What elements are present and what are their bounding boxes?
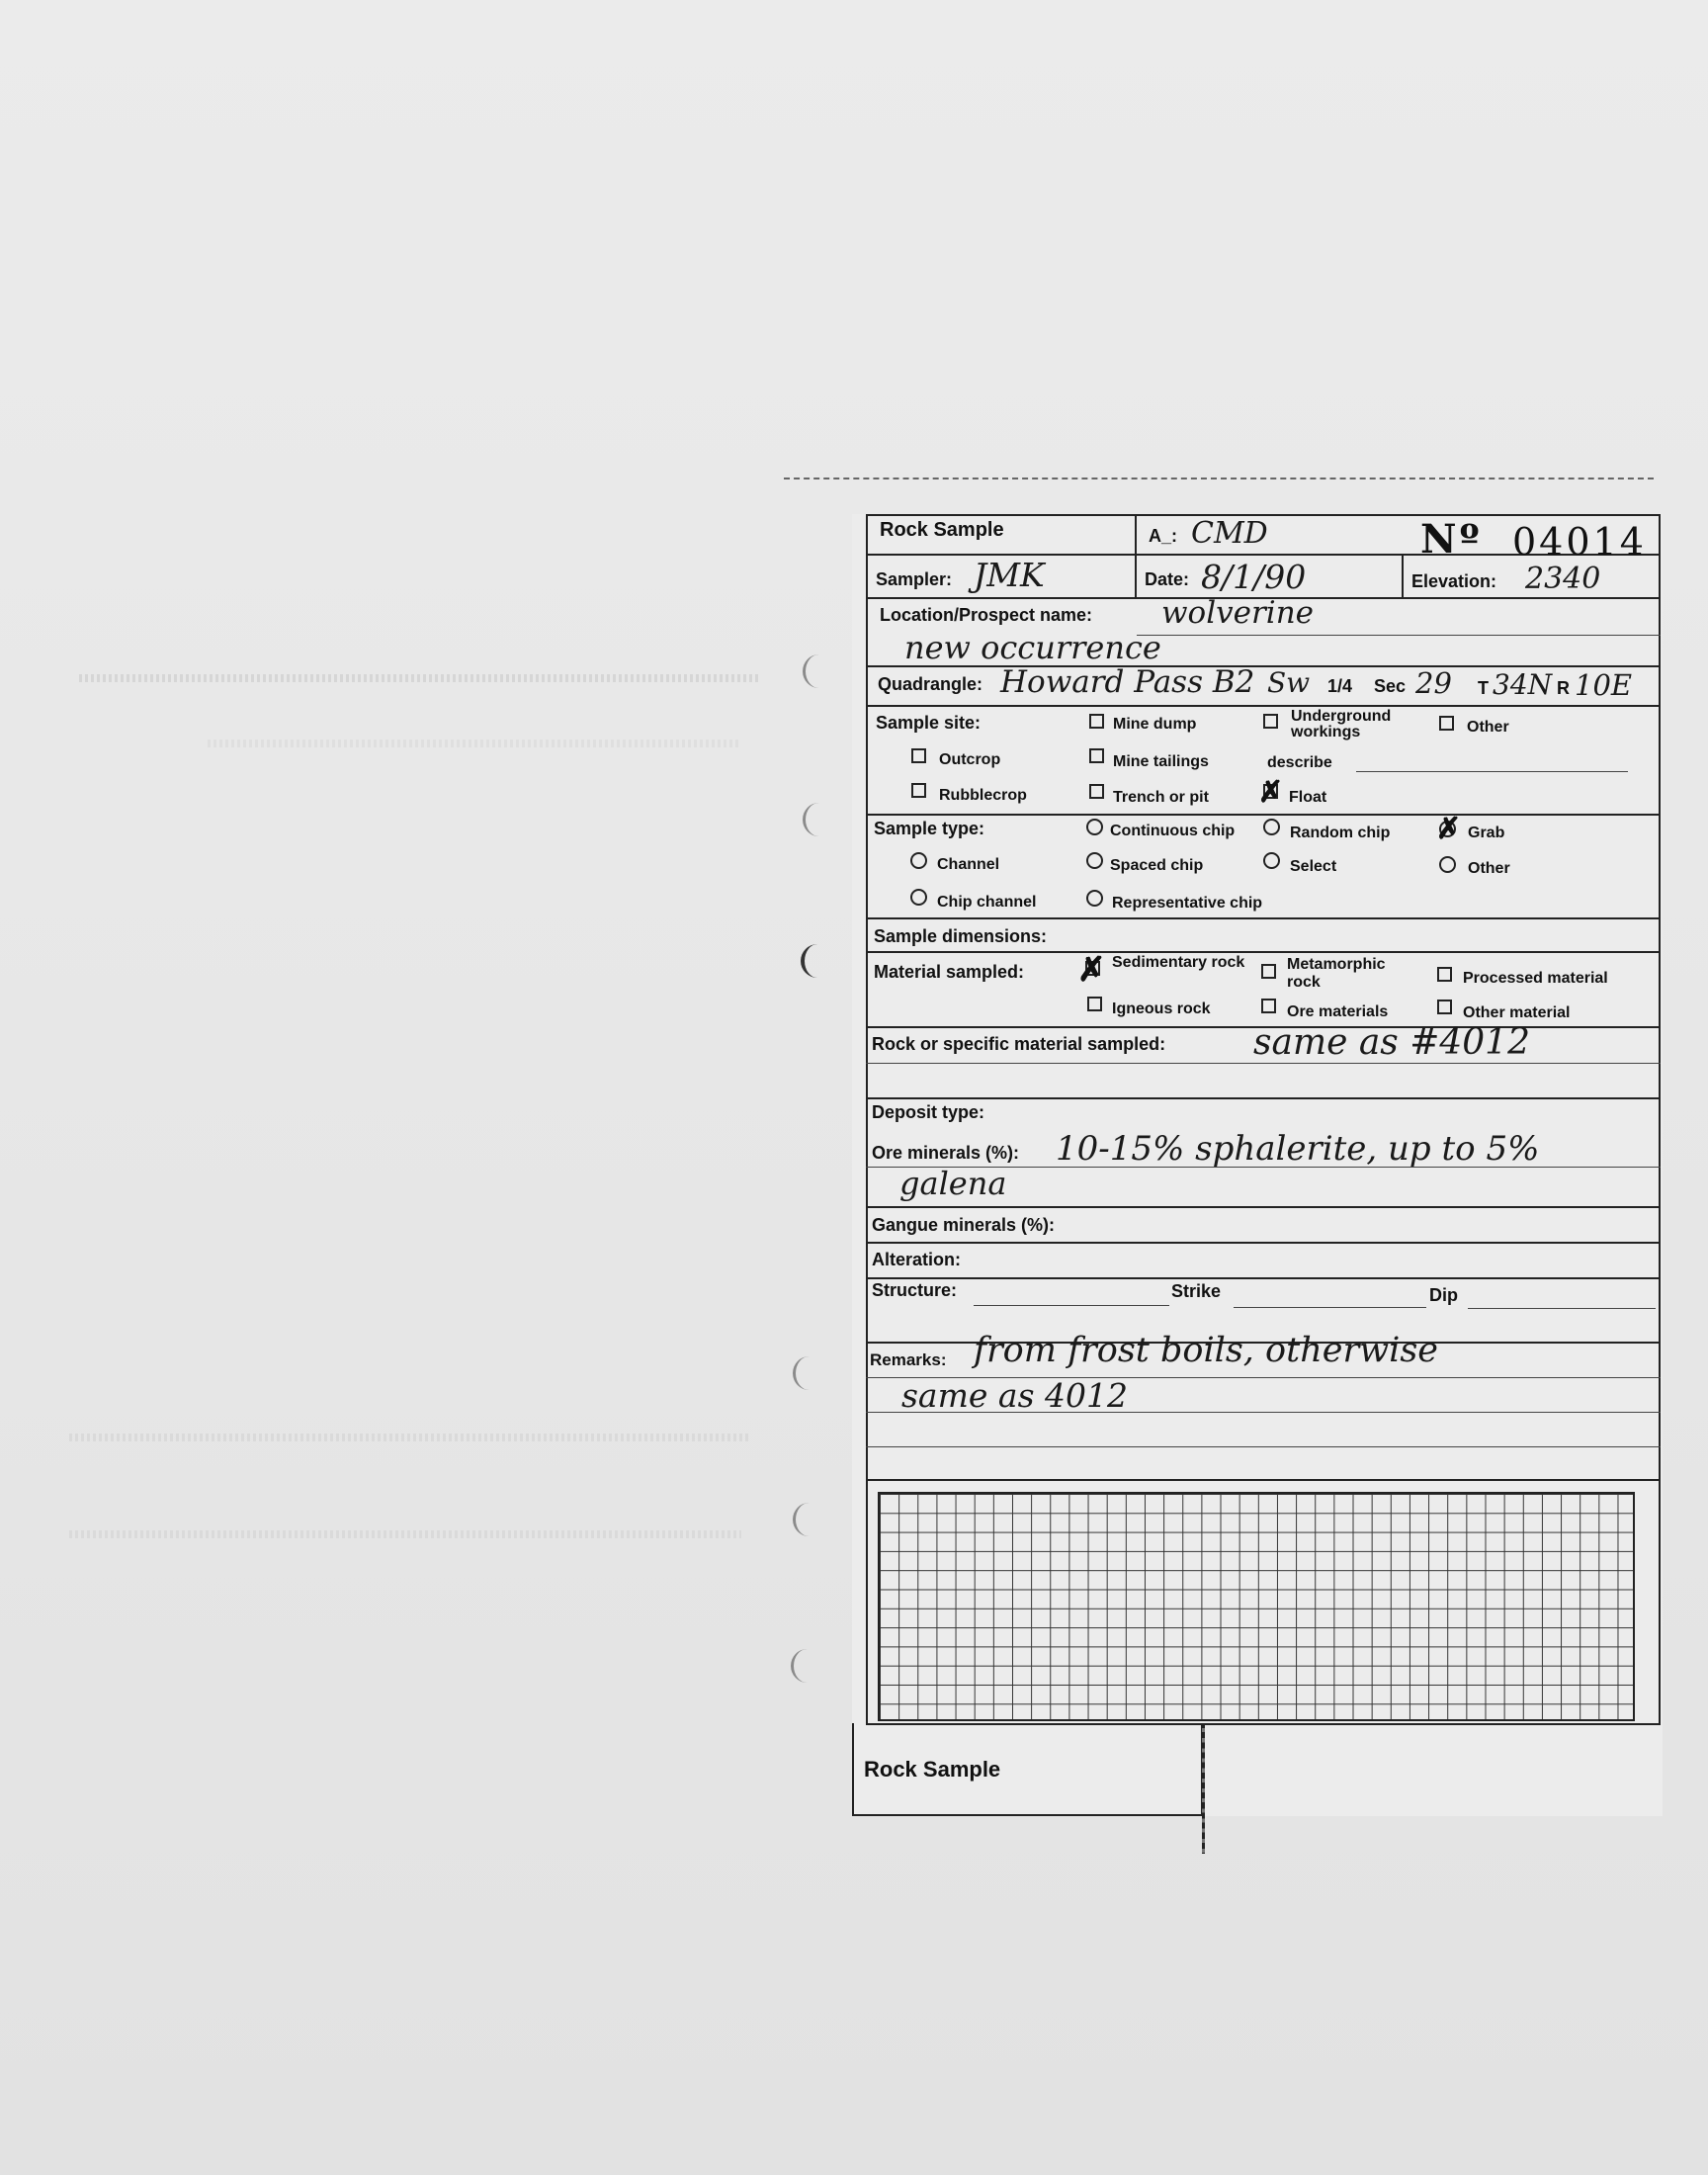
range-label: R: [1557, 678, 1570, 698]
outcrop-checkbox[interactable]: [911, 748, 926, 763]
a-value[interactable]: CMD: [1191, 516, 1268, 551]
elevation-label: Elevation:: [1411, 571, 1497, 591]
rubblecrop-checkbox[interactable]: [911, 783, 926, 798]
scan-ghost: [69, 1530, 741, 1538]
other-site-checkbox[interactable]: [1439, 716, 1454, 731]
rule: [866, 1446, 1661, 1447]
igneous-checkbox[interactable]: [1087, 997, 1102, 1011]
tear-line: [1202, 1723, 1213, 1854]
remarks-value-1[interactable]: from frost boils, otherwise: [974, 1331, 1439, 1370]
sample-dimensions-label: Sample dimensions:: [874, 926, 1048, 946]
other-material-label: Other material: [1463, 1004, 1571, 1021]
elevation-value[interactable]: 2340: [1525, 562, 1601, 596]
quarter-value[interactable]: Sw: [1267, 666, 1311, 699]
remarks-value-2[interactable]: same as 4012: [901, 1376, 1129, 1415]
sample-site-label: Sample site:: [876, 713, 982, 733]
spaced-chip-radio[interactable]: [1086, 852, 1103, 869]
number-label: Nº: [1420, 516, 1483, 563]
igneous-label: Igneous rock: [1112, 1000, 1211, 1017]
mine-tailings-checkbox[interactable]: [1089, 748, 1104, 763]
structure-label: Structure:: [872, 1280, 958, 1300]
rule: [866, 951, 1661, 953]
rock-sampled-label: Rock or specific material sampled:: [872, 1034, 1166, 1054]
strike-label: Strike: [1171, 1281, 1222, 1301]
gangue-minerals-label: Gangue minerals (%):: [872, 1215, 1056, 1235]
sample-number: 04014: [1512, 520, 1647, 564]
mine-tailings-label: Mine tailings: [1113, 753, 1209, 770]
range-value[interactable]: 10E: [1575, 668, 1633, 702]
representative-chip-radio[interactable]: [1086, 890, 1103, 907]
form-title: Rock Sample: [880, 519, 1004, 541]
township-label: T: [1478, 678, 1489, 698]
ore-materials-label: Ore materials: [1287, 1003, 1389, 1020]
quarter-label: 1/4: [1327, 676, 1353, 696]
rule: [866, 705, 1661, 707]
location-value-2[interactable]: new occurrence: [904, 629, 1161, 666]
random-chip-label: Random chip: [1290, 825, 1391, 841]
mine-dump-checkbox[interactable]: [1089, 714, 1104, 729]
metamorphic-checkbox[interactable]: [1261, 964, 1276, 979]
structure-line: [974, 1305, 1169, 1306]
underground-checkbox[interactable]: [1263, 714, 1278, 729]
random-chip-radio[interactable]: [1263, 819, 1280, 835]
processed-checkbox[interactable]: [1437, 967, 1452, 982]
scan-ghost: [79, 674, 761, 682]
binder-hole: [801, 944, 834, 978]
rule: [866, 1206, 1661, 1208]
a-label: A_:: [1149, 526, 1178, 546]
township-value[interactable]: 34N: [1493, 668, 1553, 701]
underground-label: Underground workings: [1291, 708, 1392, 740]
binder-hole: [803, 803, 835, 836]
scan-ghost: [208, 740, 741, 747]
sedimentary-label: Sedimentary rock: [1112, 954, 1245, 971]
trench-label: Trench or pit: [1113, 789, 1209, 806]
ore-minerals-value-2[interactable]: galena: [899, 1165, 1007, 1202]
rule: [866, 1063, 1661, 1064]
continuous-chip-radio[interactable]: [1086, 819, 1103, 835]
material-sampled-label: Material sampled:: [874, 962, 1025, 982]
select-radio[interactable]: [1263, 852, 1280, 869]
chip-channel-radio[interactable]: [910, 889, 927, 906]
ore-materials-checkbox[interactable]: [1261, 999, 1276, 1013]
ore-minerals-label: Ore minerals (%):: [872, 1143, 1020, 1163]
rule: [866, 1242, 1661, 1244]
rule: [866, 1097, 1661, 1099]
outcrop-label: Outcrop: [939, 751, 1001, 768]
describe-line: [1356, 771, 1628, 772]
continuous-chip-label: Continuous chip: [1110, 823, 1236, 839]
binder-hole: [803, 654, 835, 688]
select-label: Select: [1290, 858, 1337, 875]
sampler-value[interactable]: JMK: [974, 556, 1045, 594]
stub-title: Rock Sample: [864, 1757, 1001, 1782]
grab-check-mark: ✗: [1436, 813, 1462, 845]
sampler-label: Sampler:: [876, 569, 953, 589]
dip-line: [1468, 1308, 1656, 1309]
rule: [866, 1277, 1661, 1279]
perforation-line: [784, 478, 1654, 479]
sketch-grid: [878, 1492, 1635, 1721]
location-value-1[interactable]: wolverine: [1161, 595, 1315, 631]
other-type-radio[interactable]: [1439, 856, 1456, 873]
rule: [866, 814, 1661, 816]
grab-label: Grab: [1468, 825, 1505, 841]
binder-hole: [793, 1503, 825, 1536]
sample-type-label: Sample type:: [874, 819, 985, 838]
deposit-type-label: Deposit type:: [872, 1102, 985, 1122]
rubblecrop-label: Rubblecrop: [939, 787, 1027, 804]
other-material-checkbox[interactable]: [1437, 1000, 1452, 1014]
float-label: Float: [1289, 789, 1327, 806]
rule: [866, 917, 1661, 919]
alteration-label: Alteration:: [872, 1250, 961, 1269]
section-label: Sec: [1374, 676, 1407, 696]
other-site-label: Other: [1467, 719, 1509, 736]
channel-label: Channel: [937, 856, 1000, 873]
float-check-mark: ✗: [1258, 776, 1284, 809]
rule: [866, 1479, 1661, 1481]
metamorphic-label: Metamorphic rock: [1287, 956, 1386, 991]
strike-line: [1234, 1307, 1426, 1308]
remarks-label: Remarks:: [870, 1350, 947, 1369]
ore-minerals-value-1[interactable]: 10-15% sphalerite, up to 5%: [1056, 1129, 1540, 1169]
rule: [1137, 635, 1661, 636]
processed-label: Processed material: [1463, 970, 1608, 987]
describe-label: describe: [1267, 754, 1332, 771]
trench-checkbox[interactable]: [1089, 784, 1104, 799]
divider: [1135, 516, 1137, 597]
channel-radio[interactable]: [910, 852, 927, 869]
quadrangle-value[interactable]: Howard Pass B2: [1000, 664, 1255, 700]
sedimentary-check-mark: ✗: [1077, 951, 1106, 989]
mine-dump-label: Mine dump: [1113, 716, 1197, 733]
spaced-chip-label: Spaced chip: [1110, 857, 1204, 874]
representative-chip-label: Representative chip: [1112, 895, 1263, 912]
quadrangle-label: Quadrangle:: [878, 674, 983, 694]
dip-label: Dip: [1429, 1285, 1458, 1305]
rock-sampled-value[interactable]: same as #4012: [1253, 1022, 1530, 1063]
binder-hole: [793, 1356, 825, 1390]
date-label: Date:: [1145, 569, 1190, 589]
date-value[interactable]: 8/1/90: [1201, 558, 1307, 596]
chip-channel-label: Chip channel: [937, 894, 1037, 911]
binder-hole: [791, 1649, 823, 1683]
other-type-label: Other: [1468, 860, 1510, 877]
scan-ghost: [69, 1434, 751, 1441]
divider: [1402, 556, 1404, 597]
location-label: Location/Prospect name:: [880, 605, 1093, 625]
section-value[interactable]: 29: [1415, 666, 1452, 700]
